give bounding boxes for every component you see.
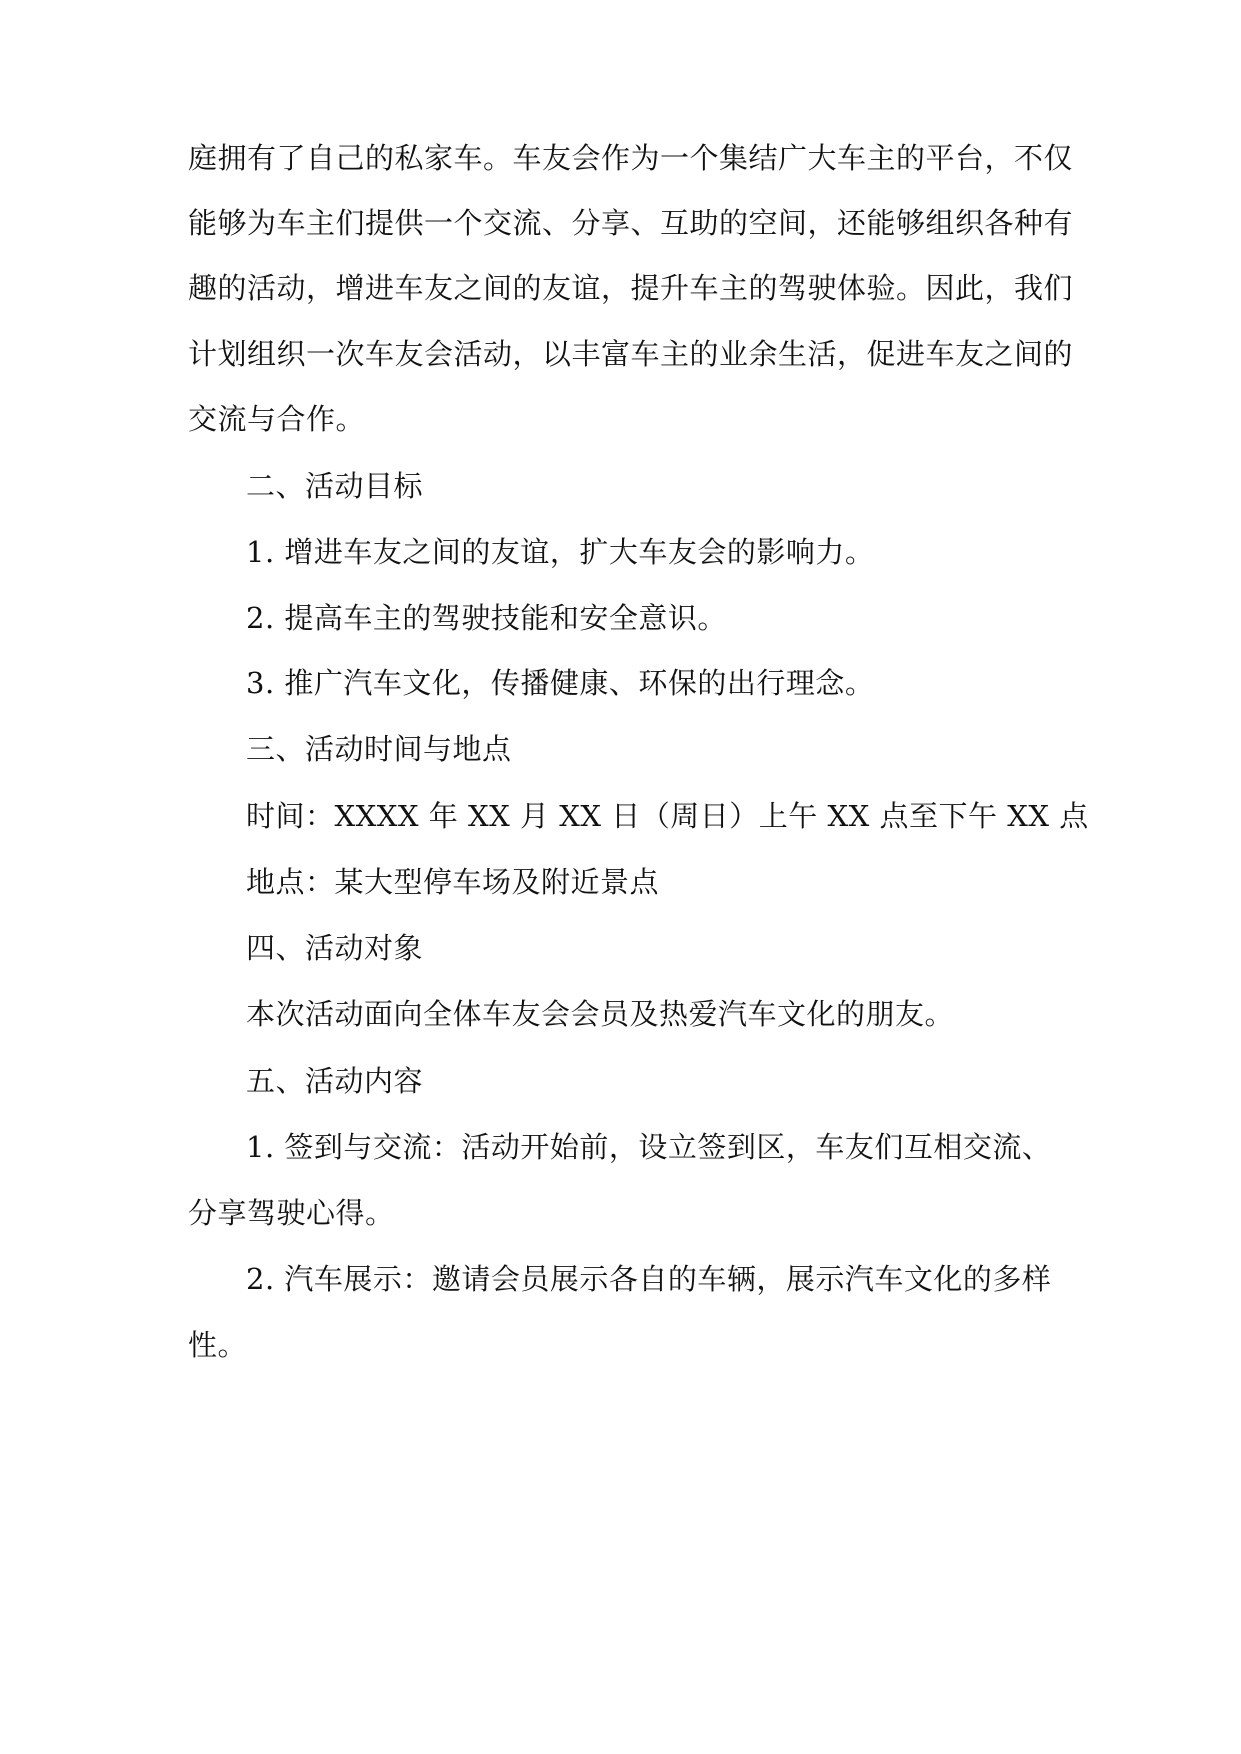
audience-text: 本次活动面向全体车友会会员及热爱汽车文化的朋友。 [246,997,955,1031]
intro-line-3: 趣的活动，增进车友之间的友谊，提升车主的驾驶体验。因此，我们 [188,271,1074,305]
goal-item-2: 2. 提高车主的驾驶技能和安全意识。 [246,601,727,635]
intro-line-5: 交流与合作。 [188,402,366,436]
intro-line-1: 庭拥有了自己的私家车。车友会作为一个集结广大车主的平台，不仅 [188,141,1074,175]
content-item-2-line-1: 2. 汽车展示：邀请会员展示各自的车辆，展示汽车文化的多样 [246,1262,1052,1296]
section-heading-audience: 四、活动对象 [246,931,424,965]
section-heading-time-place: 三、活动时间与地点 [246,732,512,766]
goal-item-3: 3. 推广汽车文化，传播健康、环保的出行理念。 [246,666,875,700]
event-place: 地点：某大型停车场及附近景点 [246,865,660,899]
intro-line-4: 计划组织一次车友会活动，以丰富车主的业余生活，促进车友之间的 [188,337,1074,371]
section-heading-goals: 二、活动目标 [246,469,424,503]
content-item-1-line-1: 1. 签到与交流：活动开始前，设立签到区，车友们互相交流、 [246,1130,1052,1164]
goal-item-1: 1. 增进车友之间的友谊，扩大车友会的影响力。 [246,535,875,569]
content-item-2-line-2: 性。 [188,1328,248,1362]
section-heading-content: 五、活动内容 [246,1064,424,1098]
event-time: 时间：XXXX 年 XX 月 XX 日（周日）上午 XX 点至下午 XX 点 [246,799,1089,833]
intro-line-2: 能够为车主们提供一个交流、分享、互助的空间，还能够组织各种有 [188,206,1074,240]
content-item-1-line-2: 分享驾驶心得。 [188,1196,395,1230]
